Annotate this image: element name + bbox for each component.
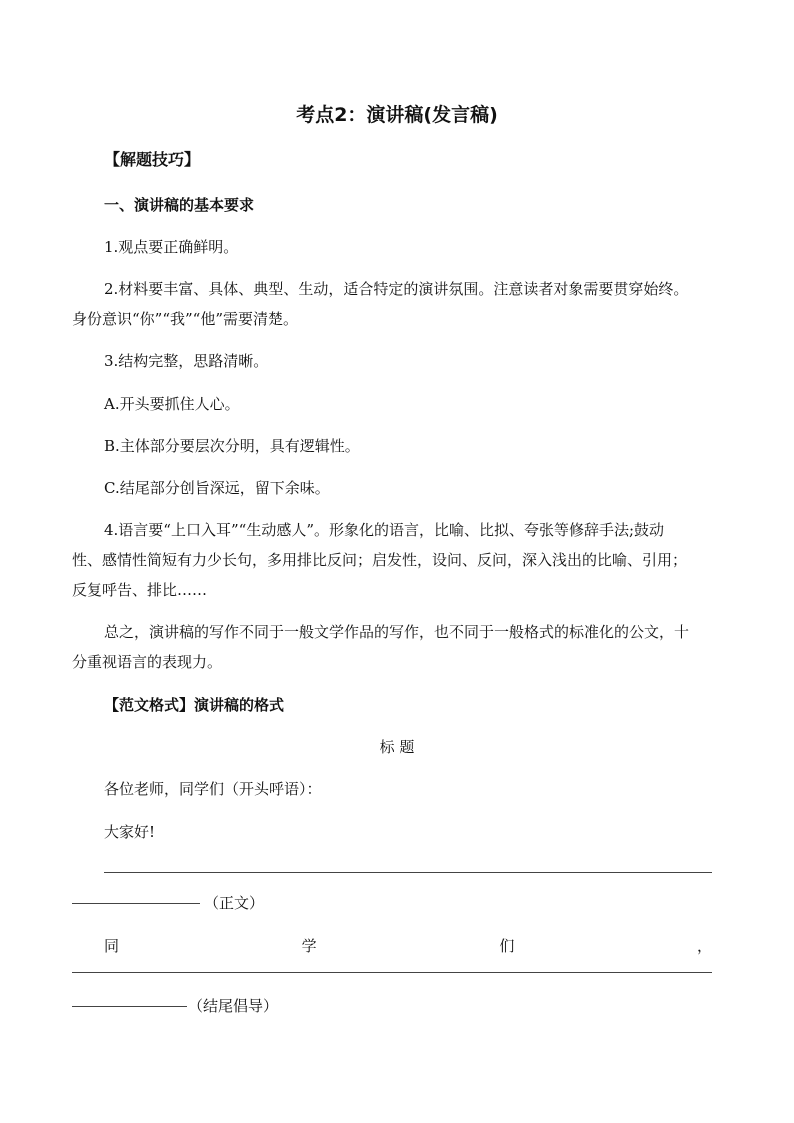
section1-heading: 一、演讲稿的基本要求 [104,196,255,214]
paragraph-4-line-1: 4.语言要“上口入耳”“生动感人”。形象化的语言，比喻、比拟、夸张等修辞手法;鼓动 [104,521,665,539]
closing-spread-line [104,936,712,956]
template-hello: 大家好! [104,823,156,841]
closing-char-4: ， [696,937,712,955]
paragraph-1: 1.观点要正确鲜明。 [104,238,239,256]
body-label: （正文） [204,894,265,912]
paragraph-5-line-1: 总之，演讲稿的写作不同于一般文学作品的写作，也不同于一般格式的标准化的公文，十 [104,623,690,641]
closing-label: （结尾倡导） [188,997,279,1015]
paragraph-b: B.主体部分要层次分明，具有逻辑性。 [104,437,360,455]
page-title: 考点2：演讲稿(发言稿) [296,104,498,126]
closing-char-2: 学 [301,937,317,955]
format-heading: 【范文格式】演讲稿的格式 [104,696,285,714]
paragraph-2-line-2: 身份意识“你”“我”“他”需要清楚。 [72,310,299,328]
template-greeting: 各位老师，同学们（开头呼语）： [104,780,322,798]
closing-char-3: 们 [499,937,515,955]
paragraph-5-line-2: 分重视语言的表现力。 [72,653,223,671]
paragraph-2-line-1: 2.材料要丰富、具体、典型、生动，适合特定的演讲氛围。注意读者对象需要贯穿始终。 [104,280,689,298]
body-blank-line-1 [104,872,712,873]
paragraph-4-line-2: 性、感情性简短有力少长句，多用排比反问；启发性，设问、反问，深入浅出的比喻、引用； [72,551,688,569]
template-title: 标 题 [379,738,415,756]
paragraph-3: 3.结构完整，思路清晰。 [104,352,269,370]
paragraph-a: A.开头要抓住人心。 [104,395,240,413]
paragraph-c: C.结尾部分创旨深远，留下余味。 [104,479,330,497]
body-blank-line-2 [72,903,200,904]
closing-char-1: 同 [104,937,120,955]
closing-blank-line-2 [72,1006,187,1007]
paragraph-4-line-3: 反复呼告、排比…… [72,581,208,599]
closing-blank-line-1 [72,972,712,973]
tips-heading: 【解题技巧】 [104,150,201,169]
